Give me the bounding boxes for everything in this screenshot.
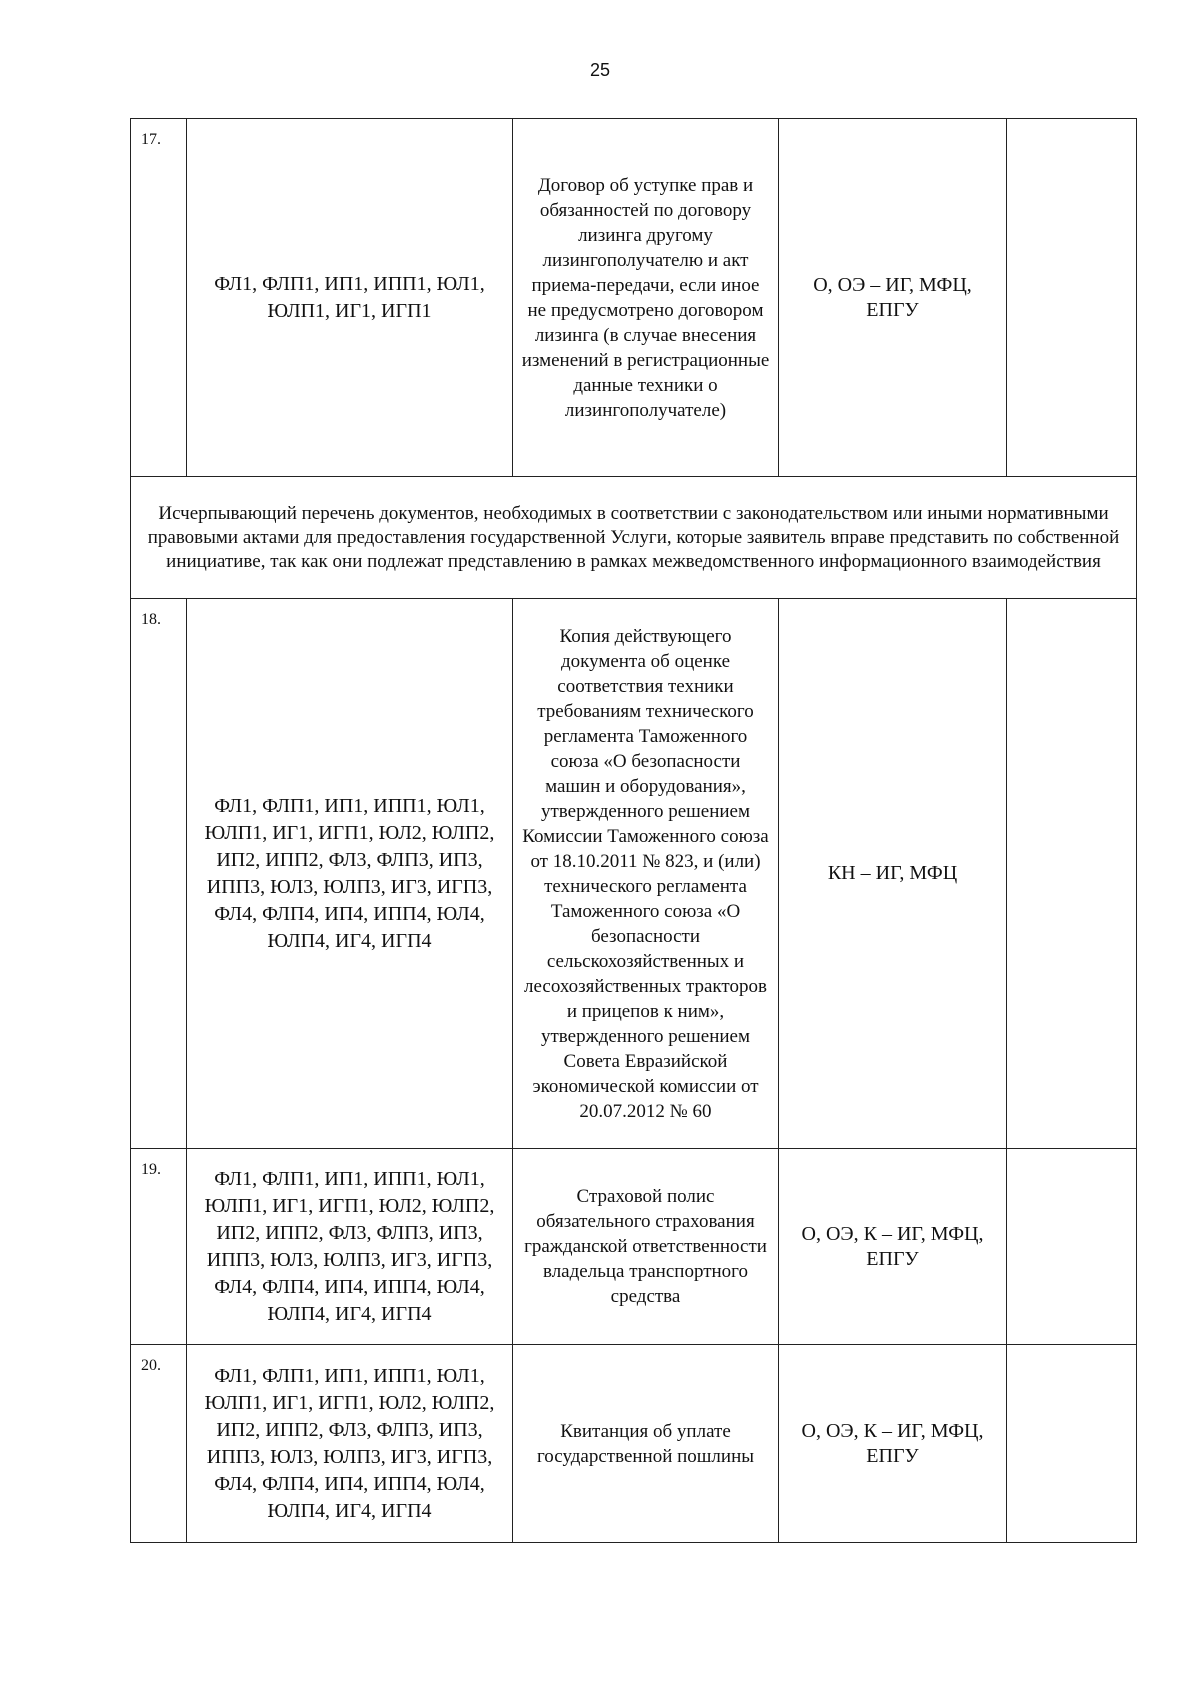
submission-method-cell: КН – ИГ, МФЦ — [779, 599, 1007, 1149]
extra-cell — [1007, 1149, 1137, 1345]
submission-method-cell: О, ОЭ, К – ИГ, МФЦ, ЕПГУ — [779, 1149, 1007, 1345]
extra-cell — [1007, 599, 1137, 1149]
page-number: 25 — [589, 60, 611, 80]
submission-method-cell: О, ОЭ, К – ИГ, МФЦ, ЕПГУ — [779, 1345, 1007, 1543]
table-row — [131, 119, 1137, 477]
section-heading: Исчерпывающий перечень документов, необходимых в соответствии с законодательством или иными нормативными правовыми актами для предоставления государственной Услуги, которые заявитель вправе представить по собственной инициативе, так как они подлежат представлению в рамках межведомственного информационного взаимодействия — [131, 477, 1137, 599]
applicants-cell: ФЛ1, ФЛП1, ИП1, ИПП1, ЮЛ1, ЮЛП1, ИГ1, ИГП1 — [187, 119, 513, 477]
row-number: 18. — [131, 599, 187, 1149]
table-row — [131, 1345, 1137, 1543]
document-cell: Страховой полис обязательного страхования гражданской ответственности владельца транспортного средства — [513, 1149, 779, 1345]
table-row — [131, 1149, 1137, 1345]
row-number: 17. — [131, 119, 187, 477]
section-row — [131, 477, 1137, 599]
document-cell: Копия действующего документа об оценке соответствия техники требованиям технического регламента Таможенного союза «О безопасности машин и оборудования», утвержденного решением Комиссии Таможенного союза от 18.10.2011 № 823, и (или) технического регламента Таможенного союза «О безопасности сельскохозяйственных и лесохозяйственных тракторов и прицепов к ним», утвержденного решением Совета Евразийской экономической комиссии от 20.07.2012 № 60 — [513, 599, 779, 1149]
extra-cell — [1007, 119, 1137, 477]
applicants-cell: ФЛ1, ФЛП1, ИП1, ИПП1, ЮЛ1, ЮЛП1, ИГ1, ИГП1, ЮЛ2, ЮЛП2, ИП2, ИПП2, ФЛ3, ФЛП3, ИП3, ИПП3, ЮЛ3, ЮЛП3, ИГ3, ИГП3, ФЛ4, ФЛП4, ИП4, ИПП4, ЮЛ4, ЮЛП4, ИГ4, ИГП4 — [187, 1345, 513, 1543]
document-cell: Договор об уступке прав и обязанностей по договору лизинга другому лизингополучателю и акт приема-передачи, если иное не предусмотрено договором лизинга (в случае внесения изменений в регистрационные данные техники о лизингополучателе) — [513, 119, 779, 477]
table-row — [131, 599, 1137, 1149]
documents-table — [130, 118, 1137, 1543]
document-cell: Квитанция об уплате государственной пошлины — [513, 1345, 779, 1543]
extra-cell — [1007, 1345, 1137, 1543]
submission-method-cell: О, ОЭ – ИГ, МФЦ, ЕПГУ — [779, 119, 1007, 477]
row-number: 19. — [131, 1149, 187, 1345]
applicants-cell: ФЛ1, ФЛП1, ИП1, ИПП1, ЮЛ1, ЮЛП1, ИГ1, ИГП1, ЮЛ2, ЮЛП2, ИП2, ИПП2, ФЛ3, ФЛП3, ИП3, ИПП3, ЮЛ3, ЮЛП3, ИГ3, ИГП3, ФЛ4, ФЛП4, ИП4, ИПП4, ЮЛ4, ЮЛП4, ИГ4, ИГП4 — [187, 599, 513, 1149]
applicants-cell: ФЛ1, ФЛП1, ИП1, ИПП1, ЮЛ1, ЮЛП1, ИГ1, ИГП1, ЮЛ2, ЮЛП2, ИП2, ИПП2, ФЛ3, ФЛП3, ИП3, ИПП3, ЮЛ3, ЮЛП3, ИГ3, ИГП3, ФЛ4, ФЛП4, ИП4, ИПП4, ЮЛ4, ЮЛП4, ИГ4, ИГП4 — [187, 1149, 513, 1345]
row-number: 20. — [131, 1345, 187, 1543]
